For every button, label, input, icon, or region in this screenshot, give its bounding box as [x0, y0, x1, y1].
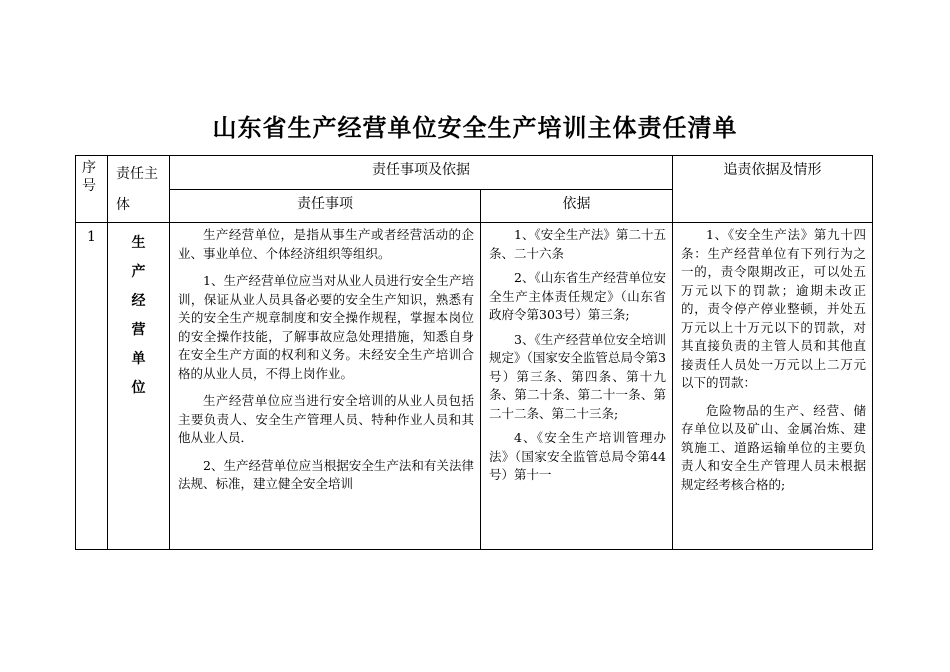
basis-paragraph: 2、《山东省生产经营单位安全生产主体责任规定》（山东省政府令第303号）第三条; [489, 270, 666, 322]
basis-cell [481, 223, 673, 550]
header-seq: 序号 [76, 156, 108, 223]
subject-char: 产 [131, 264, 146, 280]
matters-paragraph: 生产经营单位应当进行安全培训的从业人员包括主要负责人、安全生产管理人员、特种作业人员和其他从业人员． [178, 393, 474, 445]
header-basis: 依据 [481, 190, 673, 223]
row-seq: 1 [76, 223, 108, 550]
header-matters: 责任事项 [170, 190, 481, 223]
basis-paragraph: 1、《安全生产法》第二十五条、二十六条 [489, 227, 666, 261]
header-subject: 责任主体 [108, 156, 170, 223]
matters-cell [170, 223, 481, 550]
header-row-1 [76, 156, 873, 190]
matters-paragraph: 生产经营单位，是指从事生产或者经营活动的企业、事业单位、个体经济组织等组织。 [178, 227, 474, 261]
row-subject [108, 223, 170, 550]
subject-char: 经 [131, 293, 146, 309]
basis-paragraph: 3、《生产经营单位安全培训规定》（国家安全监管总局令第3号）第三条、第四条、第十九条、第二十条、第二十一条、第二十二条、第二十三条; [489, 331, 666, 421]
subject-char: 单 [131, 351, 146, 367]
header-accountability: 追责依据及情形 [673, 156, 873, 223]
document-title: 山东省生产经营单位安全生产培训主体责任清单 [212, 114, 738, 142]
subject-char: 位 [131, 380, 146, 396]
accountability-paragraph: 1、《安全生产法》第九十四条：生产经营单位有下列行为之一的，责令限期改正，可以处五万元以下的罚款；逾期未改正的，责令停产停业整顿，并处五万元以上十万元以下的罚款，对其直接负责的主管人员和其他直接责任人员处一万元以上二万元以下的罚款： [681, 227, 866, 390]
table-row [76, 223, 873, 550]
responsibility-table [75, 155, 873, 550]
basis-paragraph: 4、《安全生产培训管理办法》（国家安全监管总局令第44号）第十一 [489, 430, 666, 482]
matters-paragraph: 1、生产经营单位应当对从业人员进行安全生产培训，保证从业人员具备必要的安全生产知识，熟悉有关的安全生产规章制度和安全操作规程，掌握本岗位的安全操作技能，了解事故应急处理措施，知悉自身在安全生产方面的权利和义务。未经安全生产培训合格的从业人员，不得上岗作业。 [178, 273, 474, 381]
accountability-paragraph: 危险物品的生产、经营、储存单位以及矿山、金属冶炼、建筑施工、道路运输单位的主要负责人和安全生产管理人员未根据规定经考核合格的; [681, 402, 866, 492]
accountability-cell [673, 223, 873, 550]
header-matters-and-basis: 责任事项及依据 [170, 156, 673, 190]
subject-char: 营 [131, 322, 146, 338]
matters-paragraph: 2、生产经营单位应当根据安全生产法和有关法律法规、标准，建立健全安全培训 [178, 457, 474, 491]
subject-char: 生 [131, 235, 146, 251]
